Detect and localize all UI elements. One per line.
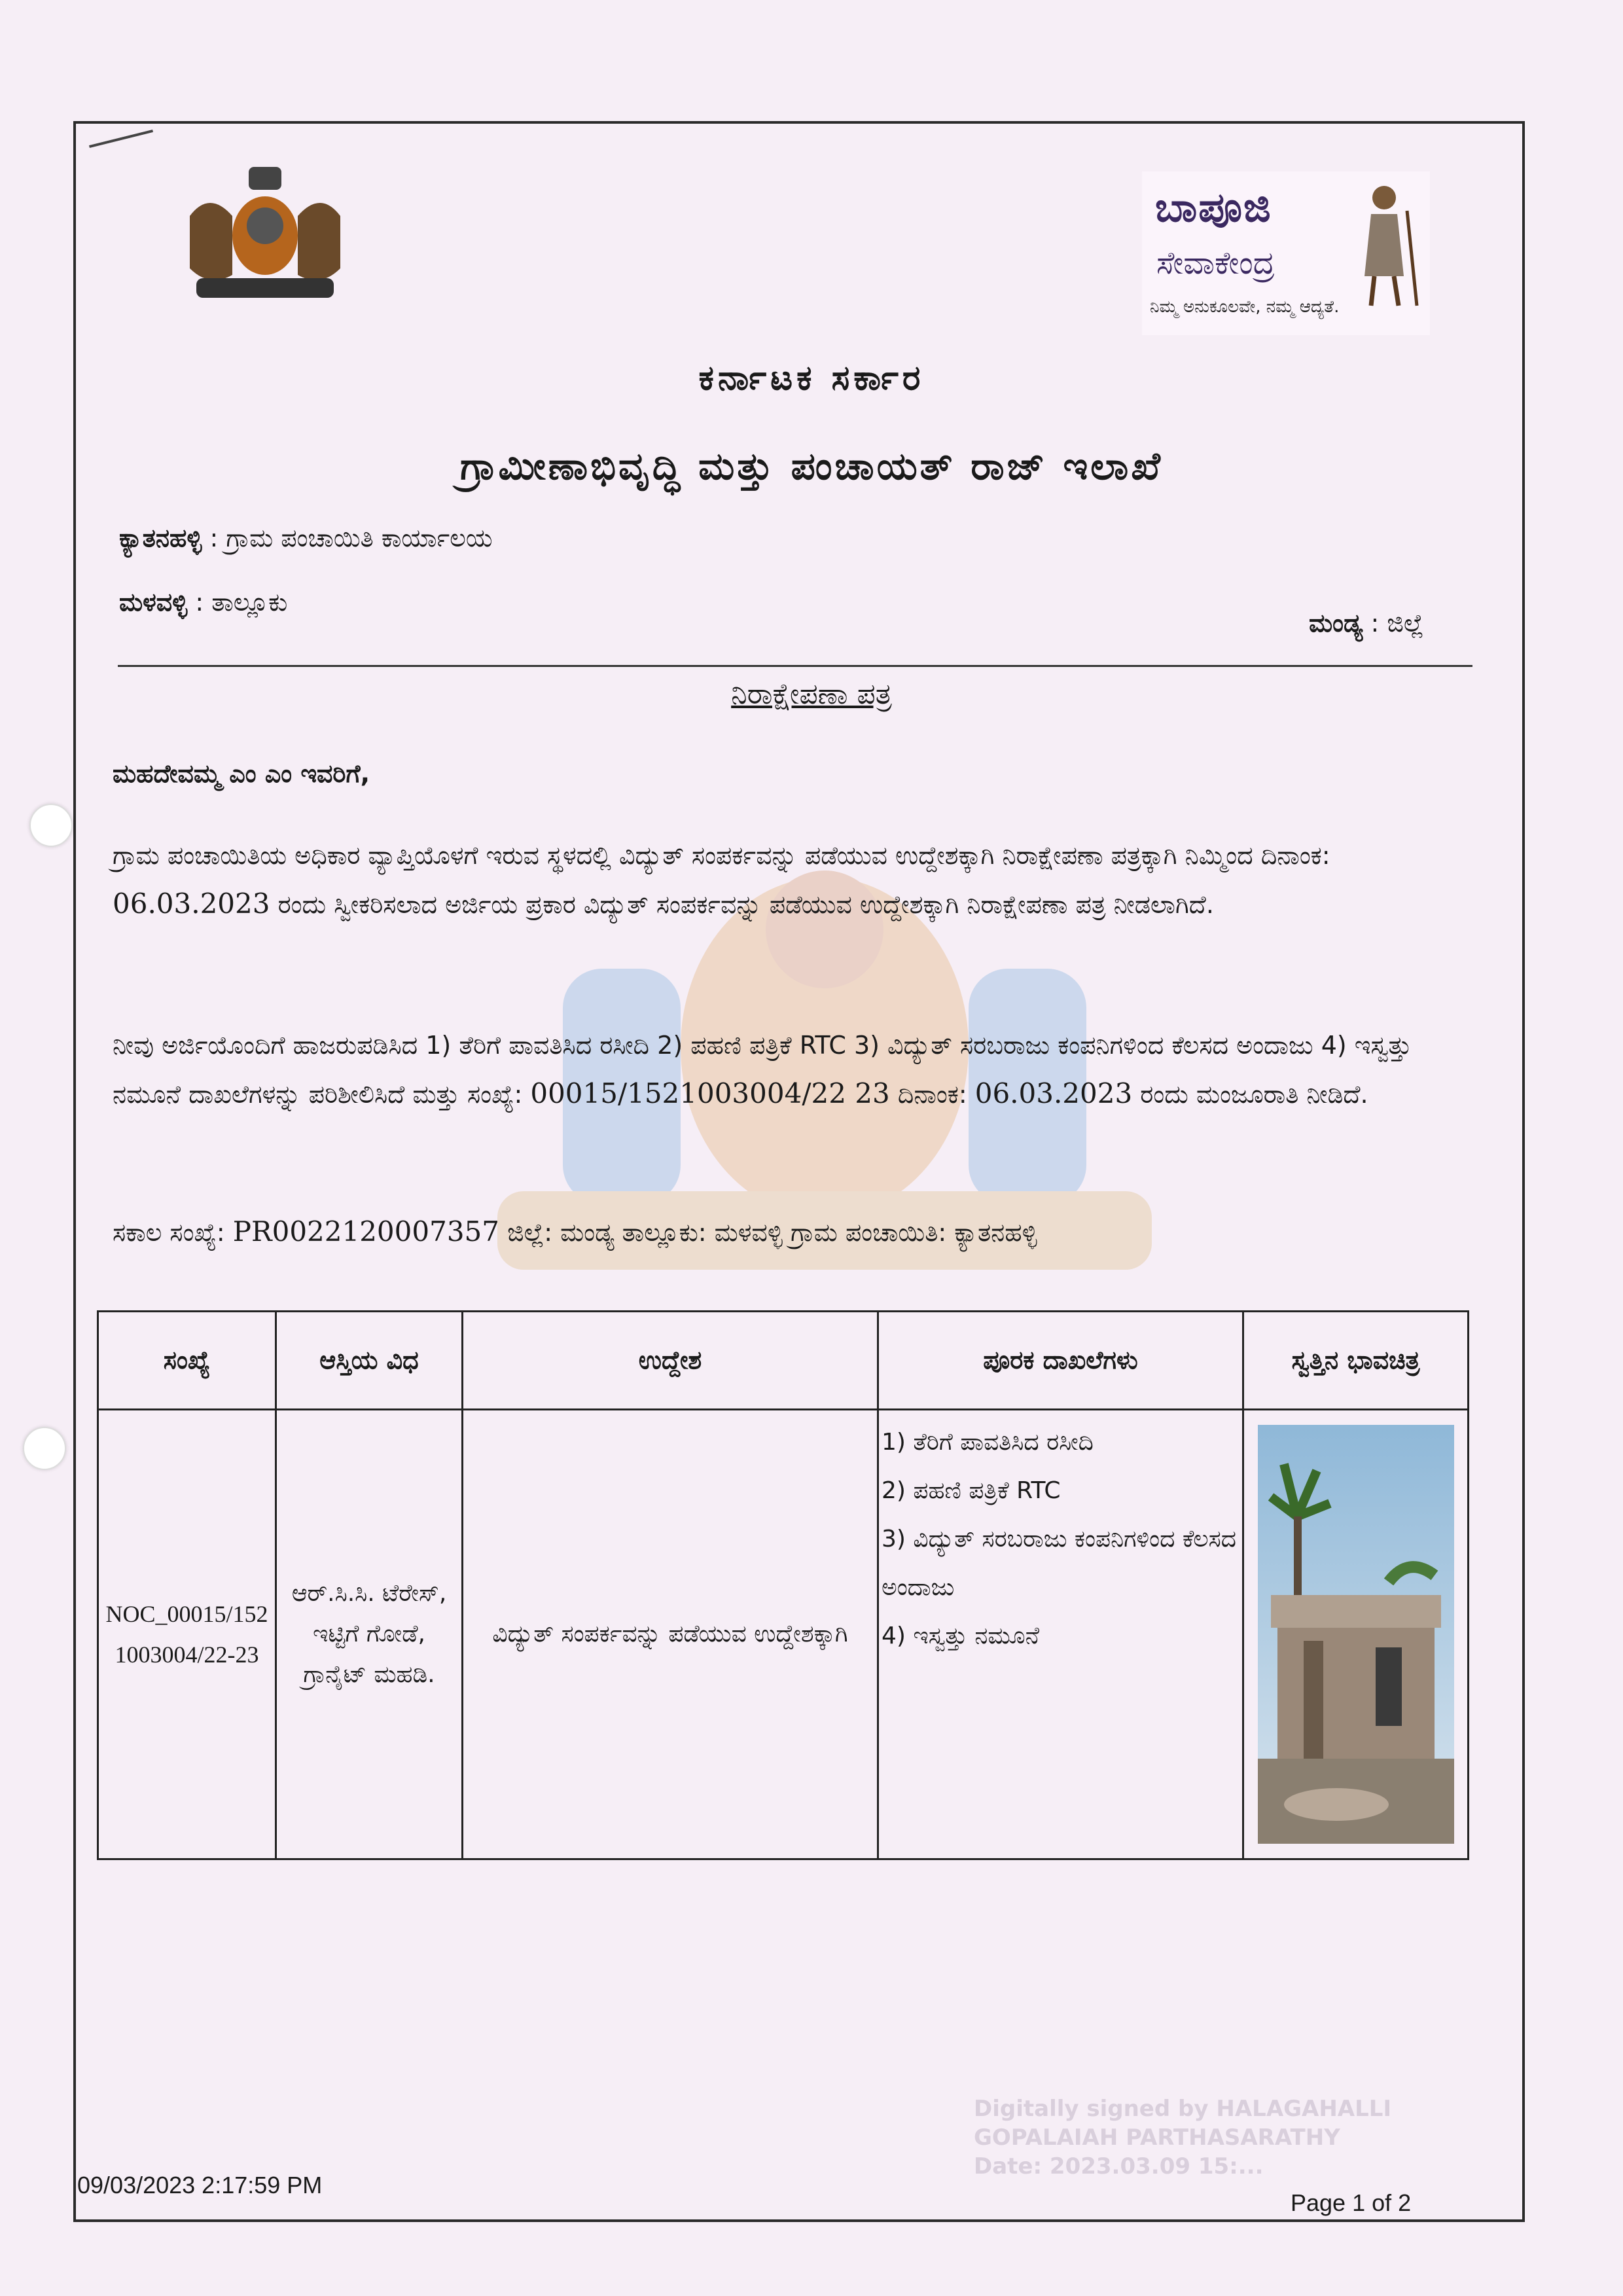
logo-line2: ಸೇವಾಕೇಂದ್ರ	[1156, 245, 1275, 281]
signature-line2: GOPALAIAH PARTHASARATHY	[974, 2125, 1340, 2151]
document-item: 2) ಪಹಣಿ ಪತ್ರಿಕೆ RTC	[882, 1477, 1061, 1504]
gram-panchayat-line	[119, 524, 493, 553]
taluk-suffix: : ತಾಲ್ಲೂಕು	[187, 588, 288, 617]
para1-post: ರಂದು ಸ್ವೀಕರಿಸಲಾದ ಅರ್ಜಿಯ ಪ್ರಕಾರ ವಿದ್ಯುತ್ ಸಂಪರ್ಕವನ್ನು ಪಡೆಯುವ ಉದ್ದೇಶಕ್ಕಾಗಿ ನಿರಾಕ್ಷೇಪಣಾ ಪತ್ರ ನೀಡಲಾಗಿದೆ.	[270, 890, 1214, 919]
gp-suffix: : ಗ್ರಾಮ ಪಂಚಾಯಿತಿ ಕಾರ್ಯಾಲಯ	[202, 524, 493, 552]
col-property-type-header: ಆಸ್ತಿಯ ವಿಧ	[276, 1312, 463, 1410]
para1-date: 06.03.2023	[113, 888, 270, 920]
paragraph-application	[113, 831, 1474, 929]
logo-tagline: ನಿಮ್ಮ ಅನುಕೂಲವೇ, ನಮ್ಮ ಆದ್ಯತೆ.	[1150, 297, 1340, 317]
para2-mid: ದಿನಾಂಕ:	[889, 1080, 975, 1109]
bapuji-sevakendra-logo	[1142, 171, 1430, 335]
gandhi-figure-icon	[1345, 178, 1423, 309]
purpose-cell: ವಿದ್ಯುತ್ ಸಂಪರ್ಕವನ್ನು ಪಡೆಯುವ ಉದ್ದೇಶಕ್ಕಾಗಿ	[463, 1410, 878, 1859]
punch-hole	[29, 804, 73, 847]
para2-date: 06.03.2023	[974, 1077, 1133, 1109]
signature-line3: Date: 2023.03.09 15:...	[974, 2153, 1264, 2179]
logo-line1: ಬಾಪೂಜಿ	[1155, 183, 1272, 231]
signature-line1: Digitally signed by HALAGAHALLI	[974, 2096, 1392, 2122]
noc-table	[97, 1310, 1469, 1860]
document-title: ನಿರಾಕ್ಷೇಪಣಾ ಪತ್ರ	[731, 677, 892, 711]
para2-post: ರಂದು ಮಂಜೂರಾತಿ ನೀಡಿದೆ.	[1132, 1080, 1368, 1109]
department-title: ಗ್ರಾಮೀಣಾಭಿವೃದ್ಧಿ ಮತ್ತು ಪಂಚಾಯತ್ ರಾಜ್ ಇಲಾಖೆ	[460, 444, 1163, 488]
location-details: ಜಿಲ್ಲೆ: ಮಂಡ್ಯ ತಾಲ್ಲೂಕು: ಮಳವಳ್ಳಿ ಗ್ರಾಮ ಪಂಚಾಯಿತಿ: ಕ್ಯಾತನಹಳ್ಳಿ	[499, 1218, 1037, 1247]
district-suffix: : ಜಿಲ್ಲೆ	[1363, 609, 1424, 637]
paragraph-sakala	[113, 1208, 1474, 1257]
document-item: 1) ತೆರಿಗೆ ಪಾವತಿಸಿದ ರಸೀದಿ	[882, 1429, 1094, 1456]
para1-pre: ಗ್ರಾಮ ಪಂಚಾಯಿತಿಯ ಅಧಿಕಾರ ವ್ಯಾಪ್ತಿಯೊಳಗೆ ಇರುವ ಸ್ಥಳದಲ್ಲಿ ವಿದ್ಯುತ್ ಸಂಪರ್ಕವನ್ನು ಪಡೆಯುವ ಉದ್ದೇಶಕ್ಕಾಗಿ ನಿರಾಕ್ಷೇಪಣಾ ಪತ್ರಕ್ಕಾಗಿ ನಿಮ್ಮಿಂದ ದಿನಾಂಕ:	[113, 841, 1330, 870]
taluk-line	[119, 588, 287, 617]
property-type-cell: ಆರ್.ಸಿ.ಸಿ. ಟೆರೇಸ್, ಇಟ್ಟಿಗೆ ಗೋಡೆ, ಗ್ರಾನೈಟ್ ಮಹಡಿ.	[276, 1410, 463, 1859]
district-name: ಮಂಡ್ಯ	[1309, 609, 1363, 637]
government-title: ಕರ್ನಾಟಕ ಸರ್ಕಾರ	[698, 359, 925, 398]
col-photo-header: ಸ್ವತ್ತಿನ ಭಾವಚಿತ್ರ	[1243, 1312, 1469, 1410]
table-header-row	[98, 1312, 1469, 1410]
district-line	[1309, 609, 1424, 638]
taluk-name: ಮಳವಳ್ಳಿ	[119, 588, 188, 617]
para2-number: 00015/1521003004/22 23	[530, 1077, 890, 1109]
sakala-number: PR0022120007357	[232, 1215, 499, 1247]
salutation: ಮಹದೇವಮ್ಮ ಎಂ ಎಂ ಇವರಿಗೆ,	[113, 759, 370, 788]
document-item: 3) ವಿದ್ಯುತ್ ಸರಬರಾಜು ಕಂಪನಿಗಳಿಂದ ಕೆಲಸದ ಅಂದಾಜು	[882, 1526, 1237, 1601]
punch-hole	[23, 1427, 66, 1470]
photo-cell	[1243, 1410, 1469, 1859]
para2-pre: ನೀವು ಅರ್ಜಿಯೊಂದಿಗೆ ಹಾಜರುಪಡಿಸಿದ 1) ತೆರಿಗೆ ಪಾವತಿಸಿದ ರಸೀದಿ 2) ಪಹಣಿ ಪತ್ರಿಕೆ RTC 3) ವಿದ್ಯುತ್ ಸರಬರಾಜು ಕಂಪನಿಗಳಿಂದ ಕೆಲಸದ ಅಂದಾಜು 4) ಇಸ್ವತ್ತು ನಮೂನೆ ದಾಖಲೆಗಳನ್ನು ಪರಿಶೀಲಿಸಿದೆ ಮತ್ತು ಸಂಖ್ಯೆ:	[113, 1031, 1412, 1109]
digital-signature-watermark	[974, 2094, 1471, 2181]
noc-number-cell: NOC_00015/1521003004/22-23	[98, 1410, 276, 1859]
header-divider	[118, 665, 1472, 667]
documents-cell	[878, 1410, 1243, 1859]
table-row	[98, 1410, 1469, 1859]
col-documents-header: ಪೂರಕ ದಾಖಲೆಗಳು	[878, 1312, 1243, 1410]
col-purpose-header: ಉದ್ದೇಶ	[463, 1312, 878, 1410]
paragraph-documents	[113, 1021, 1474, 1119]
property-photo	[1258, 1425, 1454, 1844]
document-item: 4) ಇಸ್ವತ್ತು ನಮೂನೆ	[882, 1623, 1040, 1649]
karnataka-emblem	[177, 164, 353, 308]
sakala-label: ಸಕಾಲ ಸಂಖ್ಯೆ:	[113, 1218, 233, 1247]
page-number: Page 1 of 2	[1291, 2189, 1412, 2216]
gp-name: ಕ್ಯಾತನಹಳ್ಳಿ	[119, 524, 202, 552]
col-number-header: ಸಂಖ್ಯೆ	[98, 1312, 276, 1410]
print-timestamp: 09/03/2023 2:17:59 PM	[77, 2172, 323, 2198]
